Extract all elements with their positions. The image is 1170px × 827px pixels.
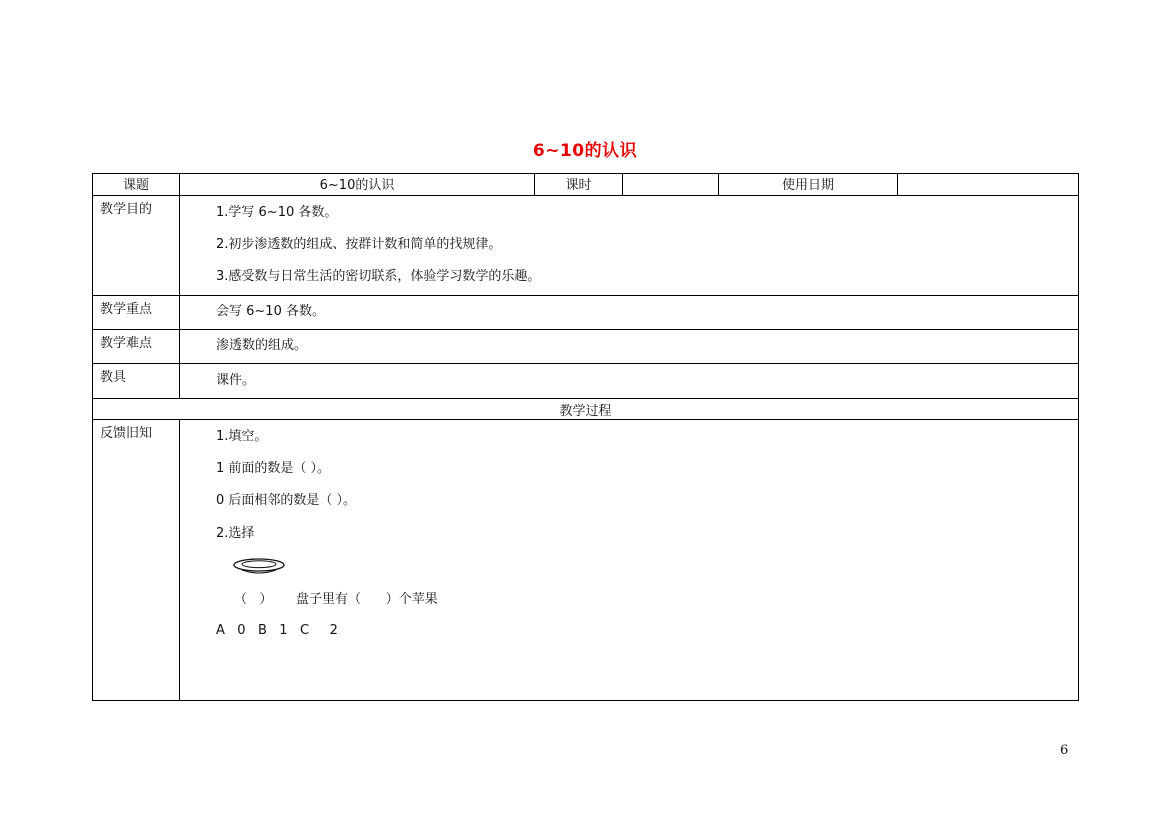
period-value	[623, 174, 719, 196]
key-point-label: 教学重点	[93, 296, 180, 330]
q1-item-a: 1 前面的数是（ ）。	[216, 461, 331, 476]
q2-question: 盘子里有（ ）个苹果	[296, 592, 438, 607]
header-row	[93, 174, 1079, 196]
q1-title: 1.填空。	[216, 429, 268, 444]
review-label: 反馈旧知	[93, 420, 180, 701]
lesson-plan-table	[92, 173, 1079, 701]
process-row	[93, 399, 1079, 420]
date-value	[898, 174, 1079, 196]
review-row	[93, 420, 1079, 701]
aids-row	[93, 364, 1079, 399]
aids-label: 教具	[93, 364, 180, 399]
key-point-text: 会写 6~10 各数。	[216, 304, 325, 319]
period-label: 课时	[535, 174, 623, 196]
goals-label: 教学目的	[93, 196, 180, 296]
date-label: 使用日期	[719, 174, 898, 196]
difficulty-label: 教学难点	[93, 330, 180, 364]
difficulty-row	[93, 330, 1079, 364]
topic-label: 课题	[93, 174, 180, 196]
topic-value: 6~10的认识	[180, 174, 535, 196]
aids-text: 课件。	[216, 373, 256, 388]
goal-item: 1.学写 6~10 各数。	[216, 205, 338, 220]
q2-question-line	[216, 592, 1078, 608]
difficulty-text: 渗透数的组成。	[216, 338, 308, 353]
page-number: 6	[1060, 743, 1069, 758]
goal-item: 2.初步渗透数的组成、按群计数和简单的找规律。	[216, 237, 502, 252]
q2-title: 2.选择	[216, 526, 255, 541]
goals-row	[93, 196, 1079, 296]
q2-answer-paren: （ ）	[234, 592, 273, 607]
q1-item-b: 0 后面相邻的数是（ ）。	[216, 493, 357, 508]
q2-options: A 0 B 1 C 2	[216, 623, 338, 638]
goal-item: 3.感受数与日常生活的密切联系，体验学习数学的乐趣。	[216, 269, 541, 284]
review-content	[180, 420, 1079, 701]
key-point-row	[93, 296, 1079, 330]
page-title: 6~10的认识	[532, 141, 638, 161]
goals-content	[180, 196, 1079, 296]
plate-icon	[232, 556, 288, 578]
process-title: 教学过程	[93, 399, 1079, 420]
